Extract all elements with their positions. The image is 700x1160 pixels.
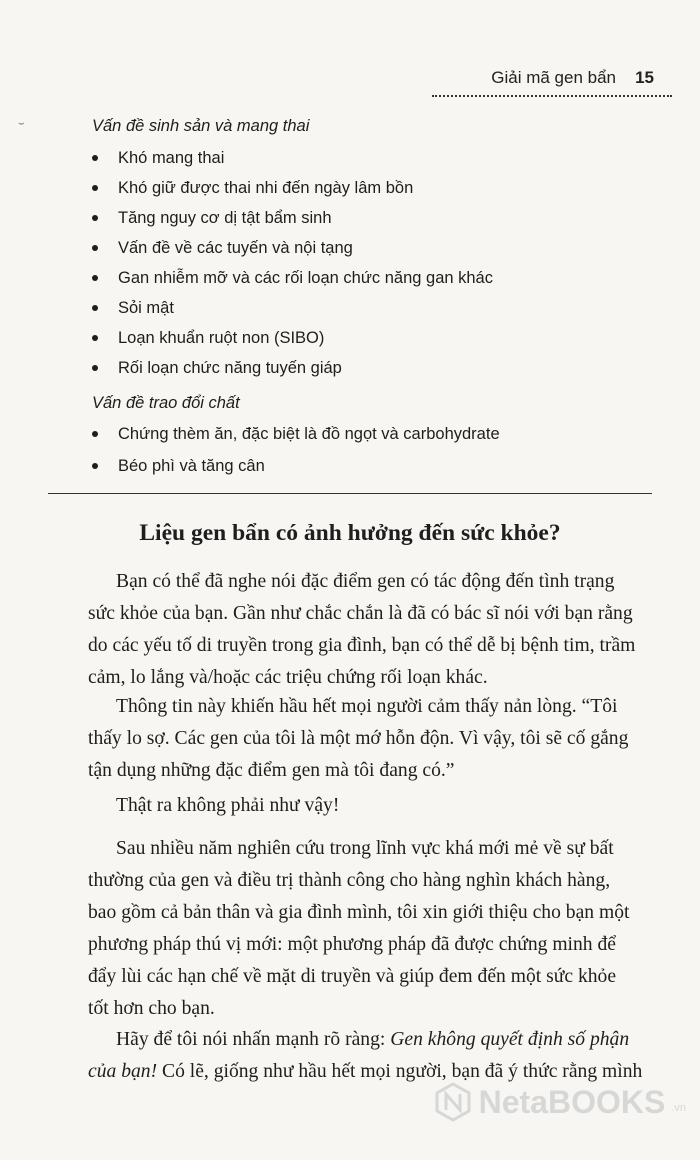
text-line: Thật ra không phải như vậy! <box>116 795 340 816</box>
list-item: Béo phì và tăng cân <box>92 454 500 484</box>
italic-emphasis: Gen không quyết định số phận <box>390 1029 630 1050</box>
paragraph-1 <box>88 566 654 694</box>
paragraph-5 <box>88 1024 654 1088</box>
paragraph-4 <box>88 833 654 1025</box>
text-line: Sau nhiều năm nghiên cứu trong lĩnh vực khá mới mẻ về sự bất <box>116 838 614 859</box>
text-line: do các yếu tố di truyền trong gia đình, bạn có thể dễ bị bệnh tim, trầm <box>88 635 636 656</box>
header-dotted-rule <box>432 95 672 97</box>
list-item: Tăng nguy cơ dị tật bẩm sinh <box>92 206 493 236</box>
list-item: Vấn đề về các tuyến và nội tạng <box>92 236 493 266</box>
list-item: Chứng thèm ăn, đặc biệt là đồ ngọt và carbohydrate <box>92 422 500 454</box>
watermark-text: NetaBOOKS <box>478 1083 666 1120</box>
list-item: Loạn khuẩn ruột non (SIBO) <box>92 326 493 356</box>
list-item: Rối loạn chức năng tuyến giáp <box>92 356 493 386</box>
text-line: tốt hơn cho bạn. <box>88 998 215 1019</box>
text-line: sức khỏe của bạn. Gần như chắc chắn là đã có bác sĩ nói với bạn rằng <box>88 603 633 624</box>
text-line <box>88 1024 654 1056</box>
section-divider <box>48 493 652 494</box>
text-line: phương pháp thú vị mới: một phương pháp đã được chứng minh để <box>88 934 616 955</box>
text-run: Có lẽ, giống như hầu hết mọi người, bạn đã ý thức rằng mình <box>157 1061 643 1082</box>
italic-emphasis: của bạn! <box>88 1061 158 1082</box>
text-line: đẩy lùi các hạn chế về mặt di truyền và giúp đem đến một sức khỏe <box>88 966 617 987</box>
paragraph-3 <box>88 790 654 822</box>
text-run: Hãy để tôi nói nhấn mạnh rõ ràng: <box>116 1029 391 1050</box>
section-label-metabolism: Vấn đề trao đổi chất <box>92 394 240 412</box>
text-line: bao gồm cả bản thân và gia đình mình, tôi xin giới thiệu cho bạn một <box>88 902 630 923</box>
section-label-reproduction: Vấn đề sinh sản và mang thai <box>92 117 310 135</box>
watermark <box>433 1082 686 1122</box>
bullet-list-metabolism <box>92 422 500 484</box>
bullet-list-reproduction <box>92 146 493 386</box>
watermark-suffix: .vn <box>671 1102 686 1114</box>
netabooks-logo-icon <box>433 1082 473 1122</box>
list-item: Khó mang thai <box>92 146 493 176</box>
list-item: Sỏi mật <box>92 296 493 326</box>
text-line: thấy lo sợ. Các gen của tôi là một mớ hỗn độn. Vì vậy, tôi sẽ cố gắng <box>88 728 629 749</box>
text-line: cảm, lo lắng và/hoặc các triệu chứng rối loạn khác. <box>88 667 488 688</box>
text-line: Thông tin này khiến hầu hết mọi người cảm thấy nản lòng. “Tôi <box>116 696 618 717</box>
section-heading: Liệu gen bẩn có ảnh hưởng đến sức khỏe? <box>139 520 561 546</box>
text-line: Bạn có thể đã nghe nói đặc điểm gen có tác động đến tình trạng <box>116 571 615 592</box>
list-item: Khó giữ được thai nhi đến ngày lâm bồn <box>92 176 493 206</box>
list-item: Gan nhiễm mỡ và các rối loạn chức năng gan khác <box>92 266 493 296</box>
running-head <box>0 68 700 102</box>
text-line: tận dụng những đặc điểm gen mà tôi đang có.” <box>88 760 455 781</box>
text-line: thường của gen và điều trị thành công cho hàng nghìn khách hàng, <box>88 870 611 891</box>
running-title: Giải mã gen bẩn <box>491 68 616 87</box>
paragraph-2 <box>88 691 654 787</box>
corner-mark: ⌣ <box>18 118 25 129</box>
page-number: 15 <box>635 68 654 87</box>
